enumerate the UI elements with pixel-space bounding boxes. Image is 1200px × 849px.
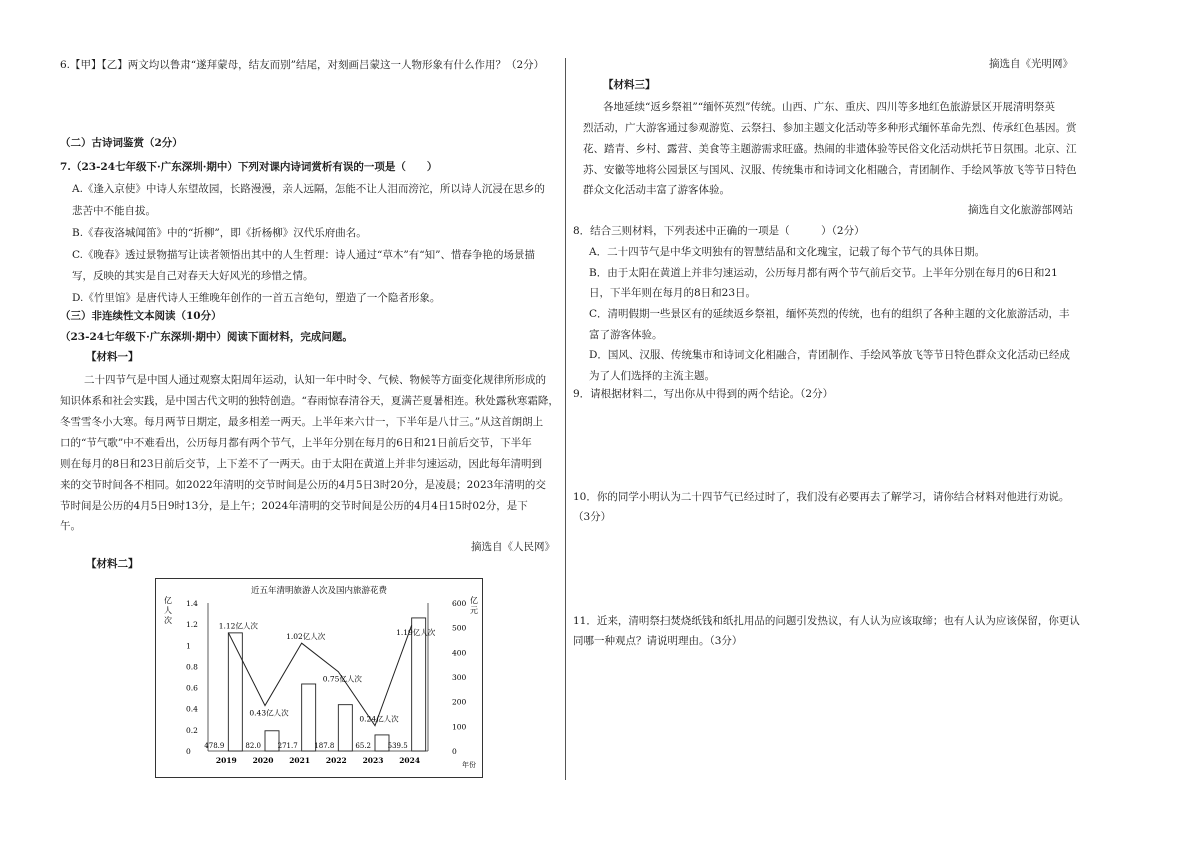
q7-option-b: B.《春夜洛城闻笛》中的“折柳”，即《折杨柳》汉代乐府曲名。 [72, 227, 367, 239]
question-11-line2: 同哪一种观点？请说明理由。（3分） [573, 635, 743, 647]
material-2-label: 【材料二】 [86, 558, 139, 570]
question-11-line1: 11．近来，清明祭扫焚烧纸钱和纸扎用品的问题引发热议，有人认为应该取缔；也有人认为应该保留，你更认 [573, 615, 1080, 627]
right-tick-label: 400 [452, 648, 467, 658]
right-tick-label: 600 [452, 599, 467, 608]
left-axis-label-char: 次 [164, 616, 172, 625]
right-axis-label-char: 元 [470, 606, 478, 615]
q7-option-a-line2: 悲苦中不能自拔。 [72, 205, 156, 217]
question-7: 7.（23-24七年级下·广东深圳·期中）下列对课内诗词赏析有误的一项是（ ） [60, 161, 438, 173]
chart-title: 近五年清明旅游人次及国内旅游花费 [250, 586, 388, 596]
line-value-label: 0.75亿人次 [322, 674, 362, 684]
q8-option-b-line1: B．由于太阳在黄道上并非匀速运动，公历每月都有两个节气前后交节。上半年分别在每月的6日和21 [589, 267, 1058, 279]
left-tick-label: 0.8 [186, 662, 198, 672]
tourism-chart [155, 578, 483, 778]
bar [302, 684, 316, 751]
line-value-label: 1.02亿人次 [286, 632, 326, 642]
left-tick-label: 1.2 [186, 620, 198, 630]
source-wenlv: 摘选自文化旅游部网站 [968, 204, 1073, 216]
material-1-line8: 午。 [60, 520, 81, 532]
x-tick-label: 2023 [362, 756, 384, 765]
left-axis-label-char: 亿 [164, 596, 172, 605]
material-3-line2: 烈活动，广大游客通过参观游览、云祭扫、参加主题文化活动等多种形式缅怀革命先烈、传承红色基因。赏 [583, 122, 1077, 134]
line-value-label: 0.43亿人次 [249, 708, 289, 718]
bar [412, 618, 426, 751]
material-1-label: 【材料一】 [86, 351, 139, 363]
x-tick-label: 2024 [399, 756, 421, 765]
q8-option-d-line2: 为了人们选择的主流主题。 [589, 370, 715, 382]
reading-intro: （23-24七年级下·广东深圳·期中）阅读下面材料，完成问题。 [60, 331, 353, 343]
right-tick-label: 500 [452, 623, 467, 633]
question-10-line1: 10．你的同学小明认为二十四节气已经过时了，我们没有必要再去了解学习，请你结合材料对他进行劝说。 [573, 491, 1070, 503]
source-renmin: 摘选自《人民网》 [471, 541, 555, 553]
q8-option-c-line1: C．清明假期一些景区有的延续返乡祭祖，缅怀英烈的传统，也有的组织了各种主题的文化旅游活动，丰 [589, 308, 1070, 320]
right-axis-label-char: 亿 [470, 596, 478, 605]
source-guangming: 摘选自《光明网》 [989, 58, 1073, 70]
line-value-label: 0.24亿人次 [359, 714, 399, 724]
x-axis-label: 年份 [462, 761, 476, 769]
right-tick-label: 300 [452, 673, 467, 682]
left-tick-label: 0.6 [186, 683, 198, 693]
question-10-line2: （3分） [573, 511, 612, 523]
left-axis-label-char: 人 [164, 606, 172, 615]
material-3-line5: 群众文化活动丰富了游客体验。 [583, 184, 730, 196]
line-value-label: 1.12亿人次 [218, 621, 258, 631]
bar-value-label: 478.9 [204, 742, 225, 750]
x-tick-label: 2020 [252, 756, 274, 765]
q8-option-b-line2: 日，下半年则在每月的8日和23日。 [589, 287, 757, 299]
question-8: 8．结合三则材料，下列表述中正确的一项是（ ）（2分） [573, 225, 865, 237]
left-tick-label: 0 [186, 747, 191, 756]
tourism-chart-svg [156, 579, 482, 777]
bar [338, 705, 352, 751]
q7-option-d: D.《竹里馆》是唐代诗人王维晚年创作的一首五言绝句，塑造了一个隐者形象。 [72, 292, 441, 304]
bar-value-label: 65.2 [355, 742, 371, 750]
material-1-line1: 二十四节气是中国人通过观察太阳周年运动，认知一年中时令、气候、物候等方面变化规律所形成的 [84, 374, 546, 386]
bar-value-label: 271.7 [277, 742, 298, 750]
material-1-line4: 口的“节气歌”中不难看出，公历每月都有两个节气，上半年分别在每月的6日和21日前后交节，下半年 [60, 437, 532, 449]
question-9: 9．请根据材料二，写出你从中得到的两个结论。（2分） [573, 388, 834, 400]
x-tick-label: 2021 [289, 756, 311, 765]
column-divider [565, 58, 566, 780]
material-1-line5: 则在每月的8日和23日前后交节，上下差不了一两天。由于太阳在黄道上并非匀速运动，因此每年清明到 [60, 458, 543, 470]
material-3-label: 【材料三】 [603, 79, 656, 91]
q8-option-a: A．二十四节气是中华文明独有的智慧结晶和文化瑰宝，记载了每个节气的具体日期。 [589, 246, 986, 258]
bar [228, 633, 242, 751]
x-tick-label: 2019 [215, 756, 237, 765]
q7-option-a-line1: A.《逢入京使》中诗人东望故园，长路漫漫，亲人远隔，怎能不让人泪而滂沱，所以诗人沉浸在思乡的 [72, 183, 545, 195]
left-tick-label: 1.4 [186, 599, 198, 608]
bar-value-label: 187.8 [314, 742, 335, 750]
material-1-line2: 知识体系和社会实践，是中国古代文明的独特创造。“春雨惊春清谷天，夏满芒夏暑相连。秋处露秋寒霜降， [60, 395, 559, 407]
x-tick-label: 2022 [325, 756, 347, 765]
material-3-line1: 各地延续“返乡祭祖”“缅怀英烈”传统。山西、广东、重庆、四川等多地红色旅游景区开展清明祭英 [603, 101, 1055, 113]
q8-option-c-line2: 富了游客体验。 [589, 329, 663, 341]
right-tick-label: 100 [452, 722, 467, 732]
material-1-line6: 来的交节时间各不相同。如2022年清明的交节时间是公历的4月5日3时20分，是凌晨；2023年清明的交 [60, 479, 546, 491]
question-6: 6.【甲】【乙】两文均以鲁肃“遂拜蒙母，结友而别”结尾，对刻画吕蒙这一人物形象有什么作用？（2分） [60, 59, 545, 71]
left-tick-label: 0.2 [186, 725, 198, 735]
q8-option-d-line1: D．国风、汉服、传统集市和诗词文化相融合，青团制作、手绘风筝放飞等节日特色群众文化活动已经成 [589, 349, 1070, 361]
right-tick-label: 0 [452, 747, 457, 756]
section-nonlinear-heading: （三）非连续性文本阅读（10分） [60, 310, 222, 322]
right-tick-label: 200 [452, 697, 467, 707]
material-3-line3: 花、踏青、乡村、露营、美食等主题游需求旺盛。热闹的非遗体验等民俗文化活动烘托节日氛围。北京、江 [583, 143, 1077, 155]
section-poetry-heading: （二）古诗词鉴赏（2分） [60, 137, 183, 149]
material-3-line4: 苏、安徽等地将公园景区与国风、汉服、传统集市和诗词文化相融合，青团制作、手绘风筝放飞等节日特色 [583, 164, 1077, 176]
q7-option-c-line2: 写，反映的其实是自己对春天大好风光的珍惜之情。 [72, 270, 314, 282]
line-value-label: 1.19亿人次 [396, 628, 436, 638]
bar-value-label: 539.5 [387, 742, 408, 750]
bar-value-label: 82.0 [245, 742, 261, 750]
material-1-line3: 冬雪雪冬小大寒。每月两节日期定，最多相差一两天。上半年来六廿一，下半年是八廿三。”从这首朗朗上 [60, 416, 544, 428]
q7-option-c-line1: C.《晚春》透过景物描写让读者领悟出其中的人生哲理：诗人通过“草木”有“知”、惜春争艳的场景描 [72, 249, 535, 261]
material-1-line7: 节时间是公历的4月5日9时13分，是上午；2024年清明的交节时间是公历的4月4日15时02分，是下 [60, 500, 528, 512]
left-tick-label: 0.4 [186, 704, 198, 714]
left-tick-label: 1 [186, 641, 191, 651]
